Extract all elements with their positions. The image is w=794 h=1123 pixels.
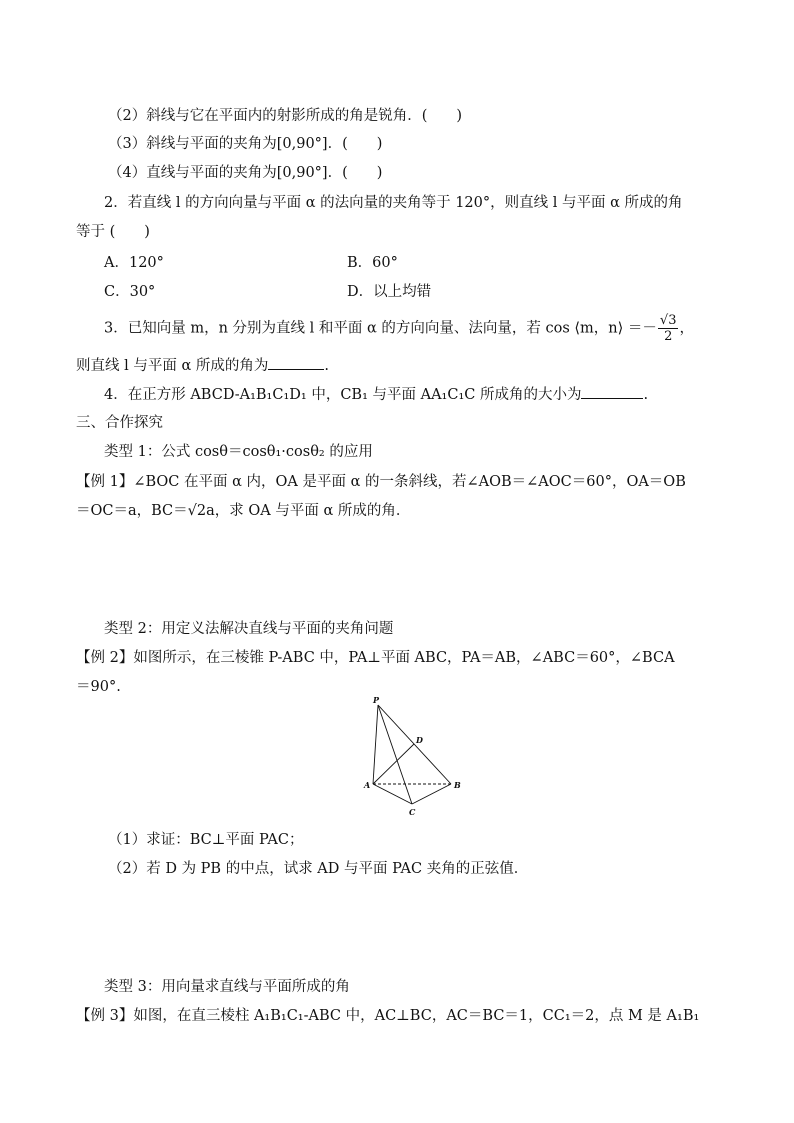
label-a: A <box>364 780 371 790</box>
question-4-text: 4．在正方形 ABCD-A₁B₁C₁D₁ 中，CB₁ 与平面 AA₁C₁C 所成角的大小为 <box>104 387 582 403</box>
question-4-period: . <box>643 387 649 403</box>
example-1-line-1: 【例 1】∠BOC 在平面 α 内，OA 是平面 α 的一条斜线，若∠AOB＝∠AOC＝60°，OA＝OB <box>76 474 686 490</box>
question-3-comma: ， <box>679 320 694 337</box>
answer-blank <box>268 355 324 370</box>
edge-pb <box>378 705 451 784</box>
type-2-title: 类型 2：用定义法解决直线与平面的夹角问题 <box>104 621 394 637</box>
question-2-option-b: B．60° <box>347 255 398 271</box>
fraction-numerator: √3 <box>659 313 677 328</box>
fraction-sqrt3-over-2 <box>658 313 679 344</box>
judgment-item-4: （4）直线与平面的夹角为[0,90°]．( ) <box>108 165 383 181</box>
question-2-option-a: A．120° <box>104 255 164 271</box>
label-c: C <box>409 807 416 817</box>
question-4 <box>104 384 648 405</box>
example-2-line-2: ＝90°. <box>76 679 121 695</box>
example-2-sub-2: （2）若 D 为 PB 的中点，试求 AD 与平面 PAC 夹角的正弦值． <box>108 861 529 877</box>
answer-blank <box>581 384 643 399</box>
example-1-line-2: ＝OC＝a，BC＝√2a，求 OA 与平面 α 所成的角． <box>76 503 411 519</box>
judgment-item-3: （3）斜线与平面的夹角为[0,90°]．( ) <box>108 136 383 152</box>
edge-pa <box>373 705 378 784</box>
question-2-option-d: D．以上均错 <box>347 284 432 300</box>
question-2-line-1: 2．若直线 l 的方向向量与平面 α 的法向量的夹角等于 120°，则直线 l 与平面 α 所成的角 <box>104 195 683 211</box>
type-3-title: 类型 3：用向量求直线与平面所成的角 <box>104 979 350 995</box>
edge-cb <box>412 784 451 804</box>
question-3-period: . <box>324 358 329 374</box>
label-b: B <box>454 780 461 790</box>
label-p: P <box>373 695 380 705</box>
example-2-sub-1: （1）求证：BC⊥平面 PAC； <box>108 832 304 848</box>
example-2-line-1: 【例 2】如图所示，在三棱锥 P-ABC 中，PA⊥平面 ABC，PA＝AB，∠ABC＝60°，∠BCA <box>76 650 675 666</box>
question-2-line-2: 等于 ( ) <box>76 224 150 240</box>
question-3-text: 3．已知向量 m，n 分别为直线 l 和平面 α 的方向向量、法向量，若 cos ⟨m，n⟩ ＝－ <box>104 320 657 337</box>
type-1-title: 类型 1：公式 cosθ＝cosθ₁·cosθ₂ 的应用 <box>104 444 373 460</box>
fraction-denominator: 2 <box>664 329 673 344</box>
question-3-line-2 <box>76 355 329 376</box>
label-d: D <box>416 735 423 745</box>
example-3-line-1: 【例 3】如图，在直三棱柱 A₁B₁C₁-ABC 中，AC⊥BC，AC＝BC＝1，CC₁＝2，点 M 是 A₁B₁ <box>76 1008 700 1024</box>
pyramid-figure <box>358 693 470 821</box>
judgment-item-2: （2）斜线与它在平面内的射影所成的角是锐角．( ) <box>108 108 463 124</box>
question-3-line-1 <box>104 313 694 344</box>
question-2-option-c: C．30° <box>104 284 156 300</box>
section-heading: 三、合作探究 <box>76 415 163 431</box>
question-3-line-2-text: 则直线 l 与平面 α 所成的角为 <box>76 358 269 374</box>
